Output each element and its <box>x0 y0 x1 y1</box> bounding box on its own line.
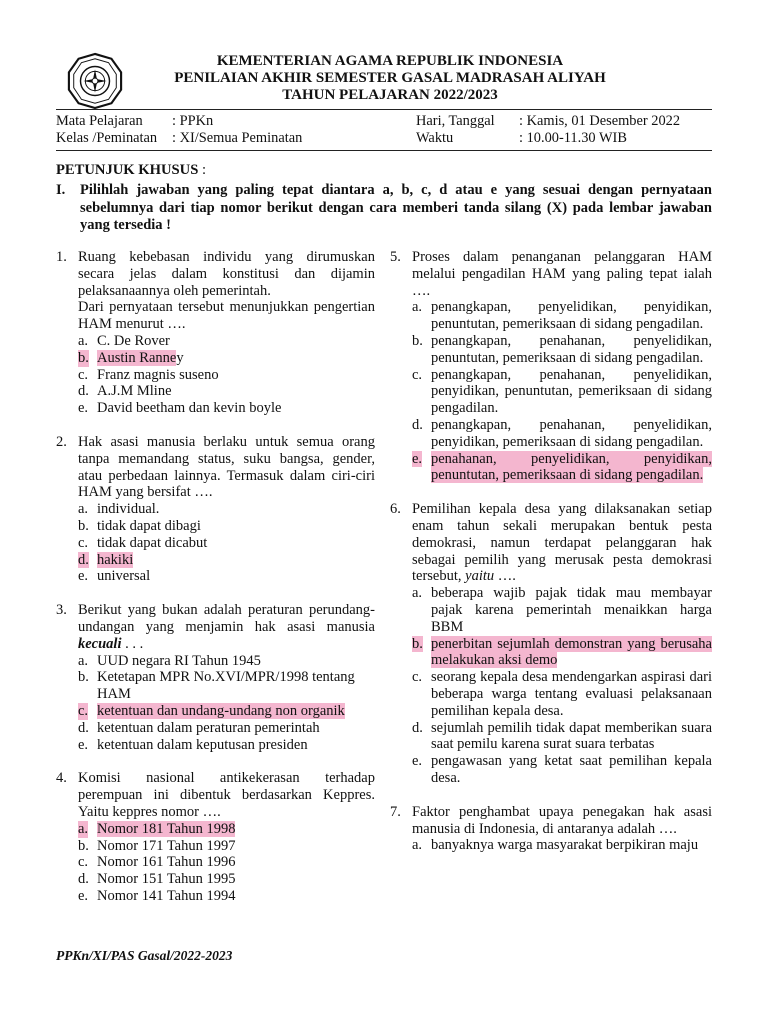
subject-label: Mata Pelajaran <box>56 113 143 129</box>
option-text-highlighted: ketentuan dan undang-undang non organik <box>97 702 345 719</box>
instructions-title-text: PETUNJUK KHUSUS <box>56 162 199 178</box>
stem-text-end: . . . <box>121 635 144 652</box>
option-a <box>78 333 375 350</box>
question-number: 6. <box>390 501 401 518</box>
instructions-number: I. <box>56 182 66 198</box>
option-letter: d. <box>78 719 89 736</box>
option-e <box>412 451 712 485</box>
option-d <box>412 720 712 754</box>
option-letter: b. <box>412 332 423 349</box>
option-e <box>78 737 375 754</box>
class-value: : XI/Semua Peminatan <box>172 130 303 146</box>
option-c <box>78 367 375 384</box>
option-letter: e. <box>78 400 89 417</box>
question-stem: Proses dalam penanganan pelanggaran HAM melalui pengadilan HAM yang paling tepat ialah …. <box>412 249 712 299</box>
option-letter: d. <box>412 416 423 433</box>
question-6 <box>390 501 712 787</box>
option-text-highlighted: Nomor 181 Tahun 1998 <box>97 820 236 837</box>
option-text: Nomor 151 Tahun 1995 <box>97 871 236 888</box>
option-b <box>78 350 375 367</box>
question-4 <box>56 770 375 904</box>
question-stem: Faktor penghambat upaya penegakan hak asasi manusia di Indonesia, di antaranya adalah …. <box>412 803 712 837</box>
option-letter: a. <box>78 501 89 518</box>
option-b <box>78 838 375 855</box>
option-c <box>78 854 375 871</box>
question-number: 7. <box>390 803 401 820</box>
question-stem: Hak asasi manusia berlaku untuk semua orang tanpa memandang status, suku bangsa, gender, atau perbedaan lainnya. Termasuk dalam ciri-ciri HAM yang bersifat …. <box>78 433 375 501</box>
option-letter: c. <box>412 366 423 383</box>
option-a <box>78 821 375 838</box>
question-number: 2. <box>56 433 67 450</box>
header-rule-top <box>56 109 712 110</box>
stem-text: Pemilihan kepala desa yang dilaksanakan setiap enam tahun sekali merupakan bentuk pesta demokrasi, namun terdapat pelanggaran hak sebagai pemilih yang merusak pesta demokrasi tersebut, <box>412 501 712 585</box>
header-line-3: TAHUN PELAJARAN 2022/2023 <box>282 87 498 103</box>
option-letter: a. <box>78 652 89 669</box>
option-letter: c. <box>78 854 89 871</box>
option-text: banyaknya warga masyarakat berpikiran maju <box>431 837 699 854</box>
time-value: : 10.00-11.30 WIB <box>519 130 627 146</box>
option-text-highlighted: penahanan, penyelidikan, penyidikan, penuntutan, pemeriksaan di sidang pengadilan. <box>431 450 712 484</box>
option-b <box>78 669 375 703</box>
option-letter: a. <box>412 299 423 316</box>
option-text: David beetham dan kevin boyle <box>97 400 282 417</box>
option-e <box>78 400 375 417</box>
option-text-highlighted: hakiki <box>97 551 134 568</box>
option-b <box>412 636 712 670</box>
option-text: sejumlah pemilih tidak dapat memberikan suara saat pemilu karena surat suara terbatas <box>431 719 712 753</box>
option-c <box>78 703 375 720</box>
question-2 <box>56 434 375 585</box>
option-text: A.J.M Mline <box>97 383 172 400</box>
option-letter: b. <box>78 837 89 854</box>
option-letter: e. <box>78 887 89 904</box>
option-c <box>412 669 712 719</box>
option-text: beberapa wajib pajak tidak mau membayar pajak karena pemerintah menaikkan harga BBM <box>431 585 712 635</box>
option-letter: c. <box>78 702 89 719</box>
option-text: penangkapan, penahanan, penyelidikan, penuntutan, pemeriksaan di sidang pengadilan. <box>431 332 712 366</box>
option-letter: c. <box>412 669 423 686</box>
header-rule-bottom <box>56 150 712 151</box>
option-e <box>78 888 375 905</box>
option-letter: a. <box>78 820 89 837</box>
option-a <box>78 501 375 518</box>
option-letter: e. <box>412 753 423 770</box>
question-number: 5. <box>390 249 401 265</box>
option-letter: e. <box>78 568 89 585</box>
question-1 <box>56 249 375 417</box>
option-d <box>78 383 375 400</box>
day-label: Hari, Tanggal <box>416 113 495 129</box>
option-text: tidak dapat dibagi <box>97 517 201 534</box>
option-c <box>412 367 712 417</box>
question-stem <box>412 501 712 585</box>
option-text: Nomor 161 Tahun 1996 <box>97 854 236 871</box>
right-column <box>390 249 712 871</box>
option-text: ketentuan dalam peraturan pemerintah <box>97 719 320 736</box>
class-label: Kelas /Peminatan <box>56 130 158 146</box>
option-text: penangkapan, penyelidikan, penyidikan, penuntutan, pemeriksaan di sidang pengadilan. <box>431 299 712 333</box>
option-letter: b. <box>78 517 89 534</box>
option-letter: b. <box>78 349 89 366</box>
option-a <box>78 653 375 670</box>
question-number: 4. <box>56 770 67 787</box>
option-letter: d. <box>78 383 89 400</box>
question-stem-2: Dari pernyataan tersebut menunjukkan pengertian HAM menurut …. <box>78 299 375 333</box>
option-letter: e. <box>78 736 89 753</box>
stem-text-end: …. <box>494 568 516 585</box>
option-a <box>412 299 712 333</box>
option-letter: a. <box>78 332 89 349</box>
stem-text: Berikut yang bukan adalah peraturan perundang-undangan yang menjamin hak asasi manusia <box>78 602 375 635</box>
option-b <box>78 518 375 535</box>
instructions-title-colon: : <box>198 162 207 178</box>
option-text: Nomor 141 Tahun 1994 <box>97 887 236 904</box>
option-d <box>412 417 712 451</box>
kemenag-logo-icon <box>66 52 124 110</box>
option-text: Franz magnis suseno <box>97 366 219 383</box>
question-number: 3. <box>56 602 67 619</box>
option-letter: c. <box>78 534 89 551</box>
option-text: UUD negara RI Tahun 1945 <box>97 652 261 669</box>
page-footer: PPKn/XI/PAS Gasal/2022-2023 <box>56 948 233 963</box>
header-line-1: KEMENTERIAN AGAMA REPUBLIK INDONESIA <box>216 53 564 69</box>
option-letter: a. <box>412 837 423 854</box>
option-letter: c. <box>78 366 89 383</box>
question-5 <box>390 249 712 484</box>
question-number: 1. <box>56 249 67 265</box>
option-text: Ketetapan MPR No.XVI/MPR/1998 tentang HAM <box>97 669 355 703</box>
question-3 <box>56 602 375 753</box>
option-e <box>412 753 712 787</box>
day-value: : Kamis, 01 Desember 2022 <box>519 113 681 129</box>
option-c <box>78 535 375 552</box>
subject-value: : PPKn <box>172 113 214 129</box>
option-e <box>78 568 375 585</box>
option-b <box>412 333 712 367</box>
option-letter: a. <box>412 585 423 602</box>
option-text: Nomor 171 Tahun 1997 <box>97 837 236 854</box>
stem-emphasis: yaitu <box>465 568 495 585</box>
time-label: Waktu <box>416 130 454 146</box>
option-d <box>78 871 375 888</box>
header-line-2: PENILAIAN AKHIR SEMESTER GASAL MADRASAH ALIYAH <box>174 70 606 86</box>
option-d <box>78 552 375 569</box>
option-letter: b. <box>78 669 89 686</box>
option-letter: d. <box>78 551 89 568</box>
option-letter: d. <box>412 719 423 736</box>
option-text: seorang kepala desa mendengarkan aspirasi dari beberapa warga tentang evaluasi pelaksanaan pemilihan kepala desa. <box>431 669 712 719</box>
option-text: y <box>176 349 184 366</box>
option-text: ketentuan dalam keputusan presiden <box>97 736 308 753</box>
option-text: individual. <box>97 501 160 518</box>
stem-emphasis: kecuali <box>78 635 122 652</box>
option-text-highlighted: penerbitan sejumlah demonstran yang berusaha melakukan aksi demo <box>431 635 712 669</box>
option-text: penangkapan, penahanan, penyelidikan, penyidikan, pemeriksaan di sidang pengadilan. <box>431 416 712 450</box>
option-d <box>78 720 375 737</box>
question-stem: Ruang kebebasan individu yang dirumuskan secara jelas dalam konstitusi dan dijamin pelaksanaannya oleh pemerintah. <box>78 249 375 299</box>
option-text-highlighted: Austin Ranne <box>97 349 177 366</box>
question-stem <box>78 602 375 652</box>
left-column <box>56 249 375 922</box>
option-letter: e. <box>412 450 423 467</box>
option-letter: d. <box>78 871 89 888</box>
option-text: penangkapan, penahanan, penyelidikan, penyidikan, penuntutan, pemeriksaan di sidang pengadilan. <box>431 366 712 417</box>
option-text: pengawasan yang ketat saat pemilihan kepala desa. <box>431 753 712 786</box>
question-7 <box>390 804 712 854</box>
option-text: tidak dapat dicabut <box>97 534 208 551</box>
instructions-text: Pilihlah jawaban yang paling tepat diantara a, b, c, d atau e yang sesuai dengan pernyataan sebelumnya dari tiap nomor berikut dengan cara memberi tanda silang (X) pada lembar jawaban yang tersedia ! <box>80 182 712 233</box>
option-letter: b. <box>412 635 423 652</box>
option-a <box>412 585 712 635</box>
question-stem: Komisi nasional antikekerasan terhadap perempuan ini dibentuk berdasarkan Keppres. Yaitu keppres nomor …. <box>78 770 375 820</box>
option-text: C. De Rover <box>97 332 170 349</box>
option-text: universal <box>97 568 151 585</box>
option-a <box>412 837 712 854</box>
instructions-title <box>56 162 206 179</box>
